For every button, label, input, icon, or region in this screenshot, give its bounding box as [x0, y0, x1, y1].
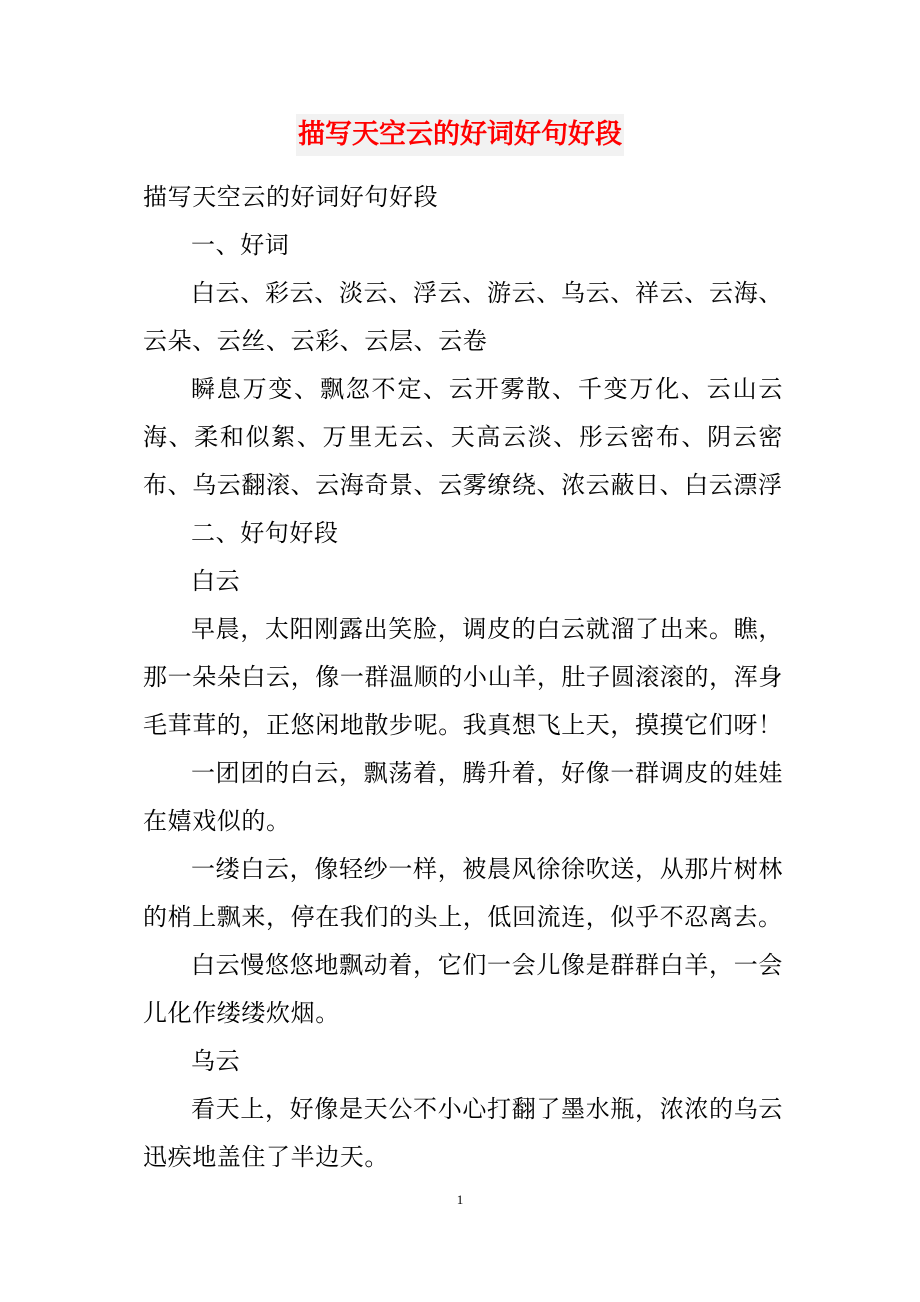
title-container: [0, 114, 920, 156]
words-list-single: 白云、彩云、淡云、浮云、游云、乌云、祥云、云海、云朵、云丝、云彩、云层、云卷: [143, 279, 783, 355]
paragraph: 看天上，好像是天公不小心打翻了墨水瓶，浓浓的乌云迅疾地盖住了半边天。: [143, 1095, 783, 1171]
paragraph: 白云慢悠悠地飘动着，它们一会儿像是群群白羊，一会儿化作缕缕炊烟。: [143, 951, 783, 1027]
document-body: [143, 173, 783, 1181]
document-title: 描写天空云的好词好句好段: [296, 114, 624, 156]
section-heading-good-sentences: 二、好句好段: [191, 519, 339, 547]
subheading-dark-clouds: 乌云: [191, 1047, 241, 1075]
document-subtitle: 描写天空云的好词好句好段: [143, 183, 439, 211]
section-heading-good-words: 一、好词: [191, 231, 290, 259]
subheading-white-clouds: 白云: [191, 567, 241, 595]
paragraph: 一缕白云，像轻纱一样，被晨风徐徐吹送，从那片树林的梢上飘来，停在我们的头上，低回流连，似乎不忍离去。: [143, 855, 783, 931]
paragraph: 一团团的白云，飘荡着，腾升着，好像一群调皮的娃娃在嬉戏似的。: [143, 759, 783, 835]
paragraph: 早晨，太阳刚露出笑脸，调皮的白云就溜了出来。瞧，那一朵朵白云，像一群温顺的小山羊，肚子圆滚滚的，浑身毛茸茸的，正悠闲地散步呢。我真想飞上天，摸摸它们呀！: [143, 615, 783, 739]
words-list-idioms: 瞬息万变、飘忽不定、云开雾散、千变万化、云山云海、柔和似絮、万里无云、天高云淡、彤云密布、阴云密布、乌云翻滚、云海奇景、云雾缭绕、浓云蔽日、白云漂浮: [143, 375, 783, 499]
page-number: 1: [456, 1192, 464, 1207]
